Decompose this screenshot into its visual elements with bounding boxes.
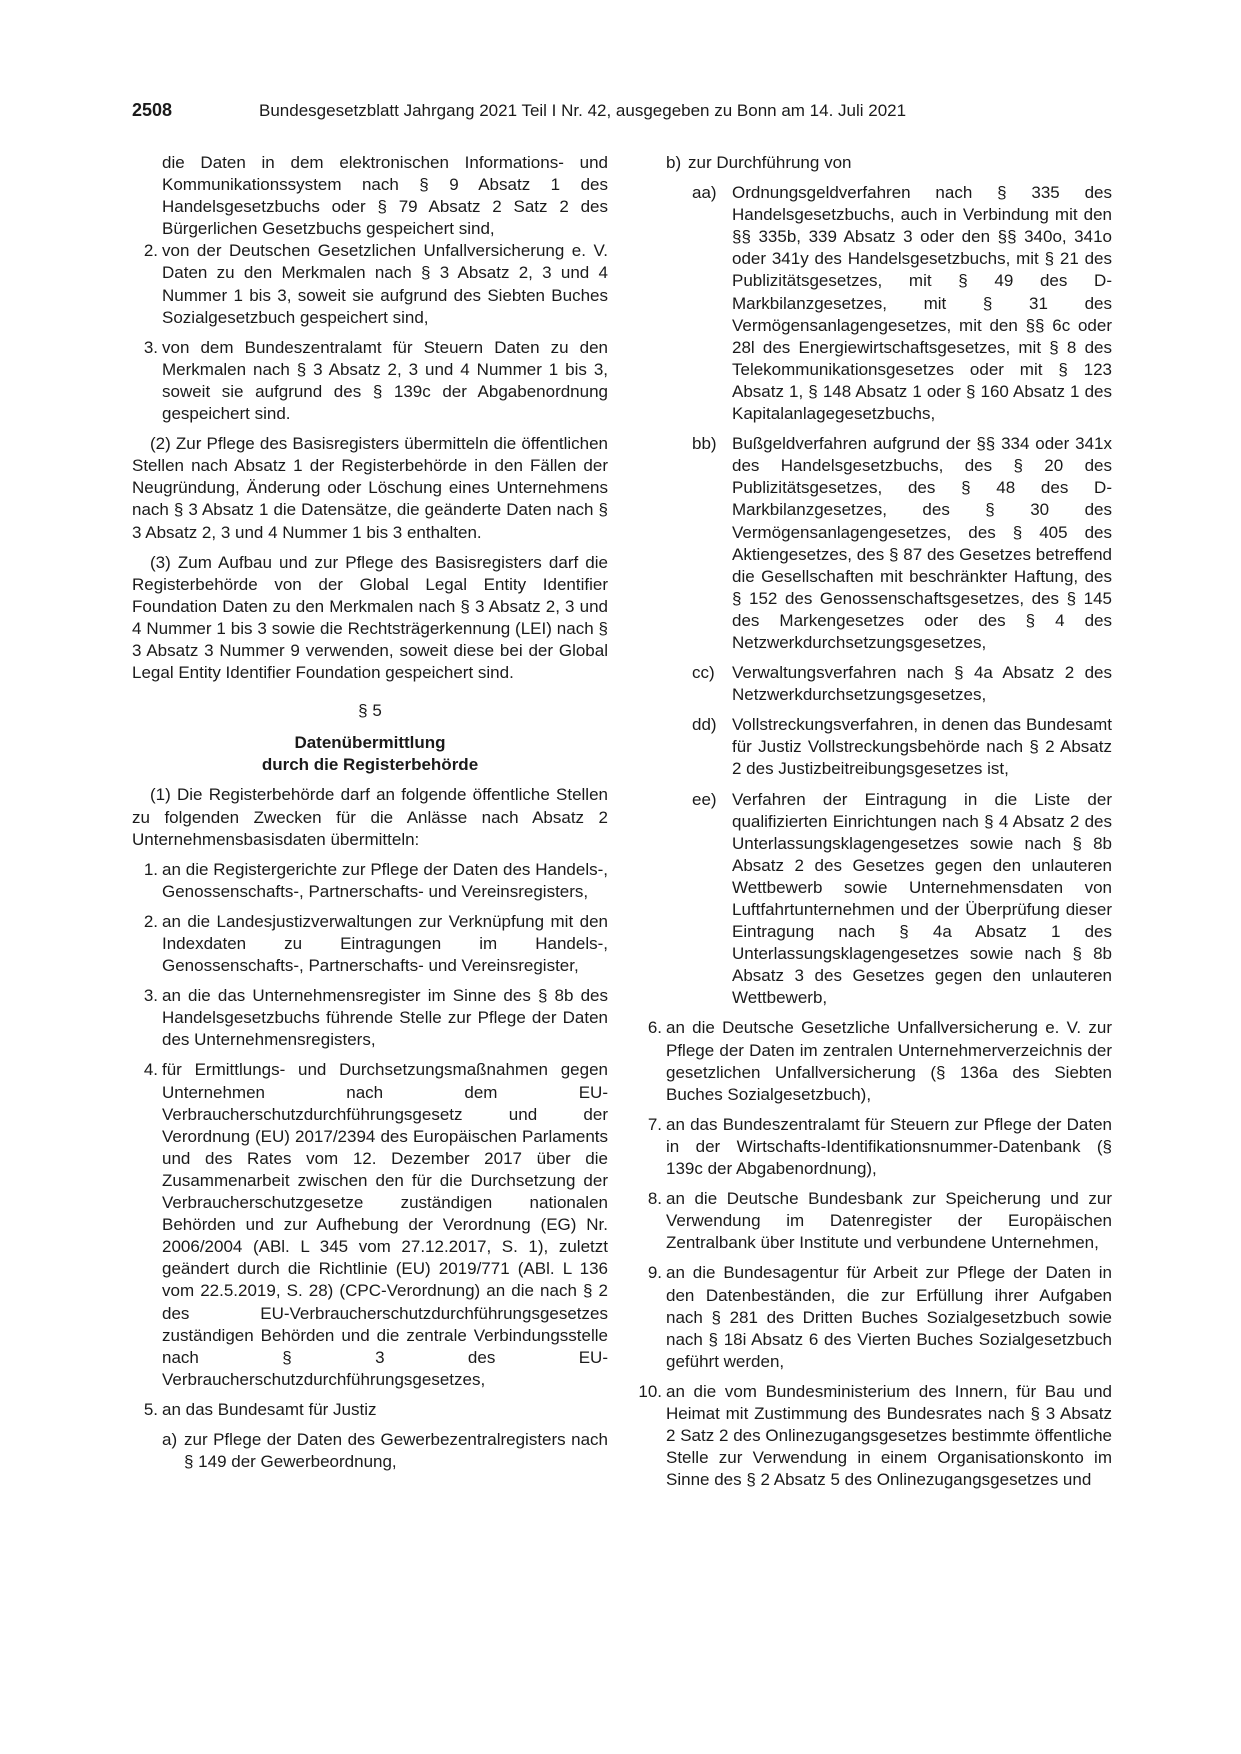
sub-sub-item	[636, 662, 1112, 706]
section-title	[132, 732, 608, 776]
item-text: von der Deutschen Gesetzlichen Unfallversicherung e. V. Daten zu den Merkmalen nach § 3 Absatz 2, 3 und 4 Nummer 1 bis 3, soweit sie aufgrund des Siebten Buches Sozialgesetzbuch gespeichert sind,	[162, 241, 608, 327]
sub-item-text: zur Durchführung von	[688, 153, 852, 172]
item-text: an die vom Bundesministerium des Innern, für Bau und Heimat mit Zustimmung des Bundesrates nach § 3 Absatz 2 Satz 2 des Onlinezugangsgesetzes bestimmte öffentliche Stelle zur Verwendung in einem Organisationskonto im Sinne des § 2 Absatz 5 des Onlinezugangsgesetzes und	[666, 1381, 1112, 1490]
list-item	[636, 1381, 1112, 1491]
sub-sub-item	[636, 182, 1112, 425]
sub-sub-number: dd)	[692, 715, 717, 735]
sub-sub-item	[636, 789, 1112, 1010]
section-title-line-1: Datenübermittlung	[294, 733, 446, 753]
item-number: 2.	[143, 241, 158, 261]
sub-item-letter: b)	[666, 153, 682, 172]
item-number: 2.	[143, 911, 158, 931]
sub-sub-item	[636, 433, 1112, 654]
section-paragraph-1: (1) Die Registerbehörde darf an folgende öffentliche Stellen zu folgenden Zwecken für die Anlässe nach Absatz 2 Unternehmensbasisdaten übermitteln:	[132, 785, 608, 849]
page-number: 2508	[132, 100, 173, 120]
list-item	[636, 1188, 1112, 1254]
list-item	[132, 985, 608, 1051]
item-number: 5.	[143, 1399, 158, 1419]
item-number: 3.	[143, 337, 158, 357]
sub-sub-number: ee)	[692, 789, 717, 809]
list-item	[132, 911, 608, 977]
item-number: 9.	[647, 1263, 662, 1283]
list-item	[132, 337, 608, 425]
list-item	[636, 1114, 1112, 1180]
sub-sub-number: cc)	[692, 663, 715, 683]
list-item	[132, 240, 608, 328]
list-item	[132, 1399, 608, 1421]
page-header	[132, 100, 1112, 124]
sub-item-text: zur Pflege der Daten des Gewerbezentralregisters nach § 149 der Gewerbeordnung,	[184, 1429, 608, 1472]
item-text: an das Bundesamt für Justiz	[162, 1399, 377, 1419]
item-number: 1.	[143, 859, 158, 879]
item-text: für Ermittlungs- und Durchsetzungsmaßnahmen gegen Unternehmen nach dem EU-Verbraucherschutzdurchführungsgesetz und der Verordnung (EU) 2017/2394 des Europäischen Parlaments und des Rates vom 12. Dezember 2017 über die Zusammenarbeit zwischen den für die Durchsetzung der Verbraucherschutzgesetze zuständigen nationalen Behörden und zur Aufhebung der Verordnung (EG) Nr. 2006/2004 (ABl. L 345 vom 27.12.2017, S. 1), zuletzt geändert durch die Richtlinie (EU) 2019/771 (ABl. L 136 vom 22.5.2019, S. 28) (CPC-Verordnung) an die nach § 2 des EU-Verbraucherschutzdurchführungsgesetzes zuständigen Behörden und die zentrale Verbindungsstelle nach § 3 des EU-Verbraucherschutzdurchführungsgesetzes,	[162, 1060, 608, 1389]
sub-sub-item	[636, 714, 1112, 780]
item-text: an die Landesjustizverwaltungen zur Verknüpfung mit den Indexdaten zu Eintragungen im Handels-, Genossenschafts-, Partnerschafts- und Vereinsregister,	[162, 911, 608, 976]
item-text: an die Bundesagentur für Arbeit zur Pflege der Daten in den Datenbeständen, die zur Erfüllung ihrer Aufgaben nach § 281 des Dritten Buches Sozialgesetzbuch sowie nach § 18i Absatz 6 des Vierten Buches Sozialgesetzbuch geführt werden,	[666, 1263, 1112, 1371]
item-number: 8.	[647, 1189, 662, 1209]
sub-sub-number: aa)	[692, 183, 717, 203]
header-title: Bundesgesetzblatt Jahrgang 2021 Teil I Nr. 42, ausgegeben zu Bonn am 14. Juli 2021	[259, 101, 907, 120]
item-text: an die Deutsche Gesetzliche Unfallversicherung e. V. zur Pflege der Daten im zentralen Unternehmerverzeichnis der gesetzlichen Unfallversicherung (§ 136a des Siebten Buches Sozialgesetzbuch),	[666, 1018, 1112, 1104]
sub-item-letter: a)	[162, 1429, 178, 1449]
item-number: 4.	[143, 1060, 158, 1080]
list-item	[636, 1262, 1112, 1372]
item-text: an das Bundeszentralamt für Steuern zur Pflege der Daten in der Wirtschafts-Identifikationsnummer-Datenbank (§ 139c der Abgabenordnung),	[666, 1114, 1112, 1179]
section-mark: § 5	[358, 701, 382, 721]
item-number: 6.	[647, 1018, 662, 1038]
paragraph-2: (2) Zur Pflege des Basisregisters übermitteln die öffentlichen Stellen nach Absatz 1 der Registerbehörde in den Fällen der Neugründung, Änderung oder Löschung eines Unternehmens nach § 3 Absatz 1 die Datensätze, die geänderte Daten nach § 3 Absatz 2, 3 und 4 Nummer 1 bis 3 enthalten.	[132, 434, 608, 542]
item-number: 10.	[638, 1381, 662, 1401]
item-text: von dem Bundeszentralamt für Steuern Daten zu den Merkmalen nach § 3 Absatz 2, 3 und 4 Nummer 1 bis 3, soweit sie aufgrund des § 139c der Abgabenordnung gespeichert sind.	[162, 337, 608, 424]
item-number: 7.	[647, 1114, 662, 1134]
sub-sub-text: Verfahren der Eintragung in die Liste der qualifizierten Einrichtungen nach § 4 Absatz 2 des Unterlassungsklagengesetzes sowie nach § 8b Absatz 2 des Gesetzes gegen den unlauteren Wettbewerb sowie Unternehmensdaten von Luftfahrtunternehmen und der Überprüfung dieser Eintragung nach § 4a Absatz 1 des Unterlassungsklagengesetzes sowie nach § 8b Absatz 3 des Gesetzes gegen den unlauteren Wettbewerb,	[732, 789, 1112, 1008]
sub-sub-text: Bußgeldverfahren aufgrund der §§ 334 oder 341x des Handelsgesetzbuchs, des § 20 des Publizitätsgesetzes, des § 48 des D-Markbilanzgesetzes, des § 30 des Vermögensanlagengesetzes, des § 405 des Aktiengesetzes, des § 87 des Gesetzes betreffend die Gesellschaften mit beschränkter Haftung, des § 152 des Genossenschaftsgesetzes, des § 145 des Markengesetzes oder des § 4 des Netzwerkdurchsetzungsgesetzes,	[732, 434, 1112, 652]
section-title-line-2: durch die Registerbehörde	[261, 755, 479, 775]
sub-sub-text: Verwaltungsverfahren nach § 4a Absatz 2 des Netzwerkdurchsetzungsgesetzes,	[732, 663, 1112, 705]
sub-item-a	[132, 1429, 608, 1473]
left-column	[132, 152, 608, 1481]
list-item	[132, 859, 608, 903]
sub-item-b	[636, 152, 1112, 174]
list-item	[132, 1059, 608, 1390]
continued-text: die Daten in dem elektronischen Informations- und Kommunikationssystem nach § 9 Absatz 1 des Handelsgesetzbuchs oder § 79 Absatz 2 Satz 2 des Bürgerlichen Gesetzbuchs gespeichert sind,	[162, 153, 608, 239]
list-item	[636, 1017, 1112, 1105]
item-text: an die Deutsche Bundesbank zur Speicherung und zur Verwendung im Datenregister der Europäischen Zentralbank über Institute und verbundene Unternehmen,	[666, 1189, 1112, 1253]
paragraph-3: (3) Zum Aufbau und zur Pflege des Basisregisters darf die Registerbehörde von der Global Legal Entity Identifier Foundation Daten zu den Merkmalen nach § 3 Absatz 2, 3 und 4 Nummer 1 bis 3 sowie die Rechtsträgerkennung (LEI) nach § 3 Absatz 3 Nummer 9 verwenden, soweit diese bei der Global Legal Entity Identifier Foundation gespeichert sind.	[132, 552, 608, 683]
sub-sub-text: Vollstreckungsverfahren, in denen das Bundesamt für Justiz Vollstreckungsbehörde nach § 2 Absatz 2 des Justizbeitreibungsgesetzes ist,	[732, 715, 1112, 779]
sub-sub-number: bb)	[692, 434, 717, 454]
sub-sub-text: Ordnungsgeldverfahren nach § 335 des Handelsgesetzbuchs, auch in Verbindung mit den §§ 335b, 339 Absatz 3 oder den §§ 340o, 341o oder 341y des Handelsgesetzbuchs, mit § 21 des Publizitätsgesetzes, mit § 49 des D-Markbilanzgesetzes, mit § 31 des Vermögensanlagengesetzes, mit den §§ 6c oder 28l des Energiewirtschaftsgesetzes, mit § 8 des Telekommunikationsgesetzes oder mit § 123 Absatz 1, § 148 Absatz 1 oder § 160 Absatz 1 des Kapitalanlagegesetzbuchs,	[732, 183, 1112, 424]
right-column	[636, 152, 1112, 1499]
item-number: 3.	[143, 986, 158, 1006]
item-text: an die Registergerichte zur Pflege der Daten des Handels-, Genossenschafts-, Partnerschafts- und Vereinsregisters,	[162, 859, 608, 901]
item-text: an die das Unternehmensregister im Sinne des § 8b des Handelsgesetzbuchs führende Stelle zur Pflege der Daten des Unternehmensregisters,	[162, 986, 608, 1050]
